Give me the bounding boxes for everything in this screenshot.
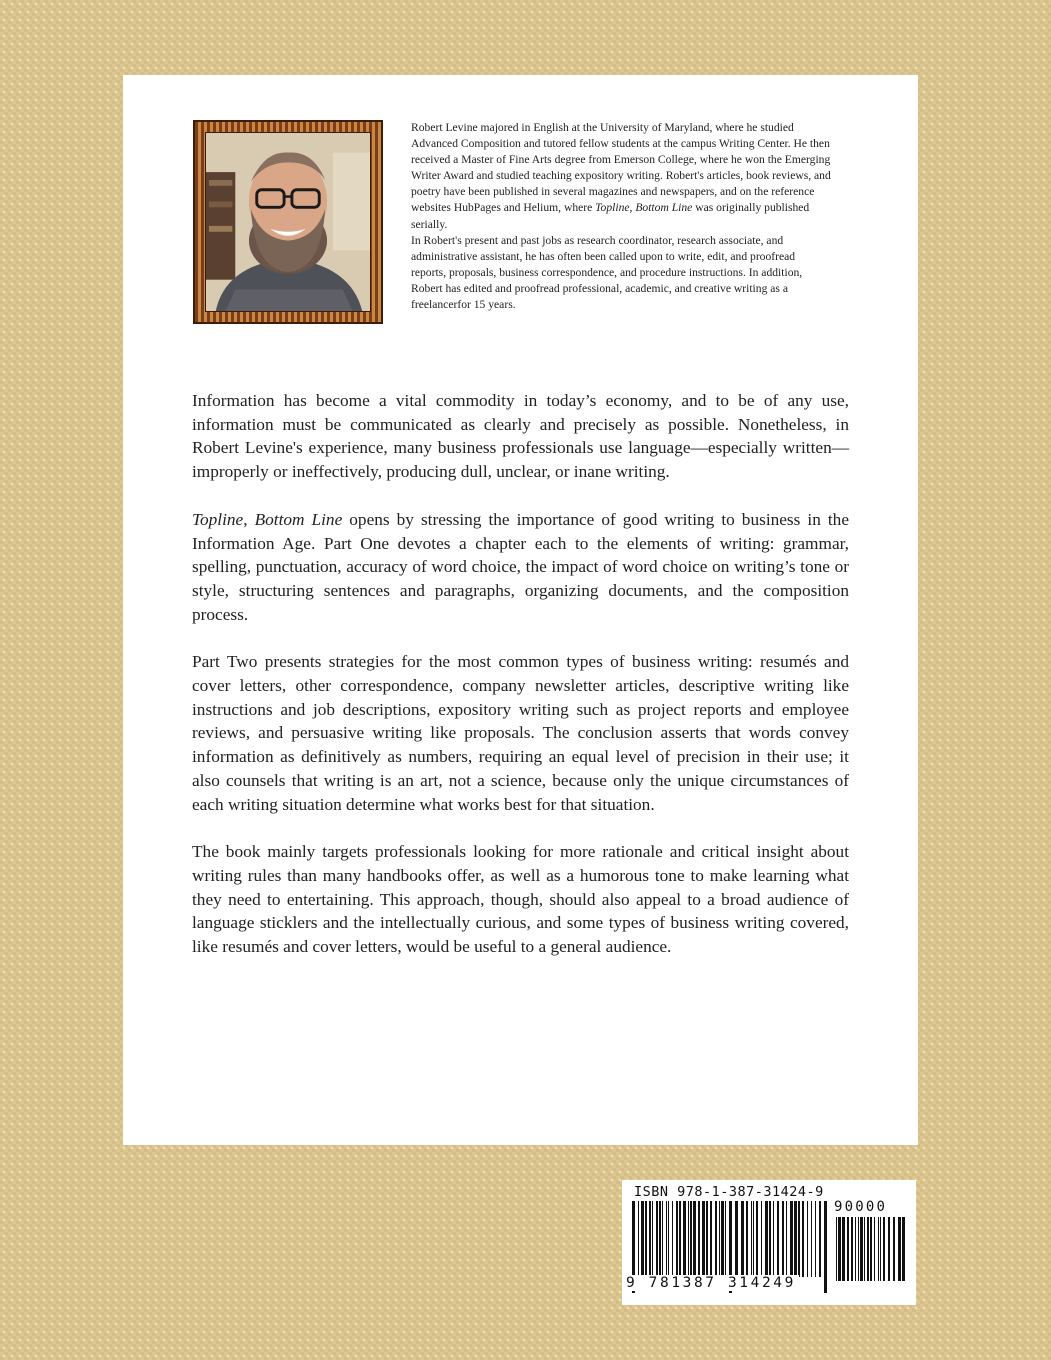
barcode-bar <box>798 1201 800 1277</box>
description-paragraph-2: Topline, Bottom Line opens by stressing the importance of good writing to business in the Information Age. Part One devotes a chapter each to the elements of writing: grammar, spelling, punctuation, accuracy of word choice, the impact of word choice on writing’s tone or style, structuring sentences and paragraphs, organizing documents, and the composition process. <box>192 509 849 624</box>
barcode-bar <box>898 1217 901 1281</box>
barcode-bar <box>878 1217 879 1281</box>
barcode-bar <box>794 1201 797 1277</box>
barcode-bar <box>753 1201 754 1277</box>
author-photo <box>205 132 371 312</box>
barcode-bar <box>652 1201 653 1277</box>
barcode-bar <box>847 1217 849 1281</box>
barcode-bar <box>649 1201 651 1277</box>
barcode-bar <box>656 1201 658 1277</box>
description-paragraph-3: Part Two presents strategies for the most common types of business writing: resumés and cover letters, other correspondence, company newsletter articles, descriptive writing like instructions and job descriptions, expository writing such as project reports and employee reviews, and persuasive writing like proposals. The conclusion asserts that words convey information as definitively as numbers, requiring an equal level of precision in their use; it also counsels that writing is an art, not a science, because only the unique circumstances of each writing situation determine what works best for that situation. <box>192 652 849 814</box>
addon-digits: 90000 <box>834 1199 888 1215</box>
barcode-bar <box>864 1217 865 1281</box>
barcode-bar <box>676 1201 678 1277</box>
description-paragraph-4: The book mainly targets professionals looking for more rationale and critical insight about writing rules than many handbooks offer, as well as a humorous tone to make learning what they need to entertaining. This approach, though, should also appeal to a broad audience of language sticklers and the intellectually curious, and some types of business writing covered, like resumés and cover letters, would be useful to a general audience. <box>192 842 849 957</box>
author-bio <box>411 120 831 313</box>
barcode-bar <box>645 1201 647 1277</box>
barcode-bar <box>698 1201 700 1277</box>
barcode-bar <box>880 1217 881 1281</box>
barcode-bar <box>811 1201 812 1277</box>
barcode-bar <box>883 1217 885 1281</box>
barcode-bar <box>858 1217 859 1281</box>
barcode-bar <box>659 1201 661 1277</box>
barcode-bar <box>690 1201 692 1277</box>
barcode-bar <box>688 1201 689 1277</box>
isbn-label: ISBN 978-1-387-31424-9 <box>634 1184 824 1200</box>
barcode-bar <box>824 1201 827 1293</box>
barcode-bar <box>641 1201 644 1277</box>
barcode-bar <box>765 1201 768 1277</box>
barcode-bar <box>786 1201 787 1277</box>
barcode-bar <box>893 1217 895 1281</box>
author-photo-frame <box>193 120 383 324</box>
barcode-bar <box>719 1201 720 1277</box>
barcode-bar <box>874 1217 875 1281</box>
barcode-bar <box>870 1217 872 1281</box>
barcode-bar <box>710 1201 712 1277</box>
barcode-bar <box>725 1201 726 1277</box>
barcode-bar <box>702 1201 705 1277</box>
barcode-bar <box>706 1201 708 1277</box>
barcode-bar <box>756 1201 758 1277</box>
barcode-bar <box>867 1217 869 1281</box>
barcode-bar <box>668 1201 669 1277</box>
barcode-bar <box>769 1201 771 1277</box>
author-bio-paragraph-2: In Robert's present and past jobs as research coordinator, research associate, and administrative assistant, he has often been called upon to write, edit, and proofread reports, proposals, business correspondence, and procedure instructions. In addition, Robert has edited and proofread professional, academic, and creative writing as a freelancerfor 15 years. <box>411 233 803 312</box>
barcode-bar <box>761 1201 762 1277</box>
barcode-bar <box>842 1217 845 1281</box>
barcode-bar <box>807 1201 808 1277</box>
barcode-bar <box>819 1201 821 1277</box>
barcode-bar <box>802 1201 804 1277</box>
back-cover-panel <box>123 75 918 1145</box>
barcode-bar <box>888 1217 890 1281</box>
barcode-bar <box>902 1217 905 1281</box>
barcode-bar <box>790 1201 793 1277</box>
barcode-bar <box>851 1217 853 1281</box>
barcode-bar <box>777 1201 779 1277</box>
isbn-barcode <box>622 1180 916 1305</box>
barcode-bar <box>741 1201 744 1277</box>
barcode-bar <box>715 1201 717 1277</box>
barcode-bar <box>662 1201 663 1277</box>
book-description <box>192 389 849 983</box>
barcode-bar <box>746 1201 748 1277</box>
barcode-bar <box>855 1217 856 1281</box>
barcode-bar <box>672 1201 673 1277</box>
barcode-bar <box>773 1201 774 1277</box>
barcode-bar <box>815 1201 816 1277</box>
barcode-bar <box>836 1217 837 1281</box>
barcode-bar <box>838 1217 841 1281</box>
book-title-italic: Topline, Bottom Line <box>595 201 693 215</box>
barcode-bar <box>751 1201 752 1277</box>
barcode-bar <box>666 1201 667 1277</box>
description-paragraph-1: Information has become a vital commodity in today’s economy, and to be of any use, information must be communicated as clearly and precisely as possible. Nonetheless, in Robert Levine's experience, many business professionals use language—especially written—improperly or ineffectively, producing dull, unclear, or inane writing. <box>192 391 849 482</box>
barcode-bar <box>721 1201 724 1277</box>
barcode-bar <box>679 1201 681 1277</box>
barcode-bar <box>638 1201 639 1277</box>
barcode-bar <box>860 1217 863 1281</box>
addon-barcode-bars <box>836 1217 906 1297</box>
barcode-bar <box>693 1201 696 1277</box>
author-bio-paragraph-1: Robert Levine majored in English at the University of Maryland, where he studied Advanced Composition and tutored fellow students at the campus Writing Center. He then received a Master of Fine Arts degree from Emerson College, where he won the Emerging Writer Award and studied teaching expository writing. Robert's articles, book reviews, and poetry have been published in several magazines and newspapers, and on the reference websites HubPages and Helium, where Topline, Bottom Line was originally published serially. <box>411 121 831 231</box>
ean-digits: 9 781387 314249 <box>626 1275 799 1291</box>
barcode-bar <box>683 1201 686 1277</box>
barcode-bar <box>735 1201 738 1277</box>
book-title-italic: Topline, Bottom Line <box>192 509 343 529</box>
barcode-bar <box>782 1201 784 1277</box>
